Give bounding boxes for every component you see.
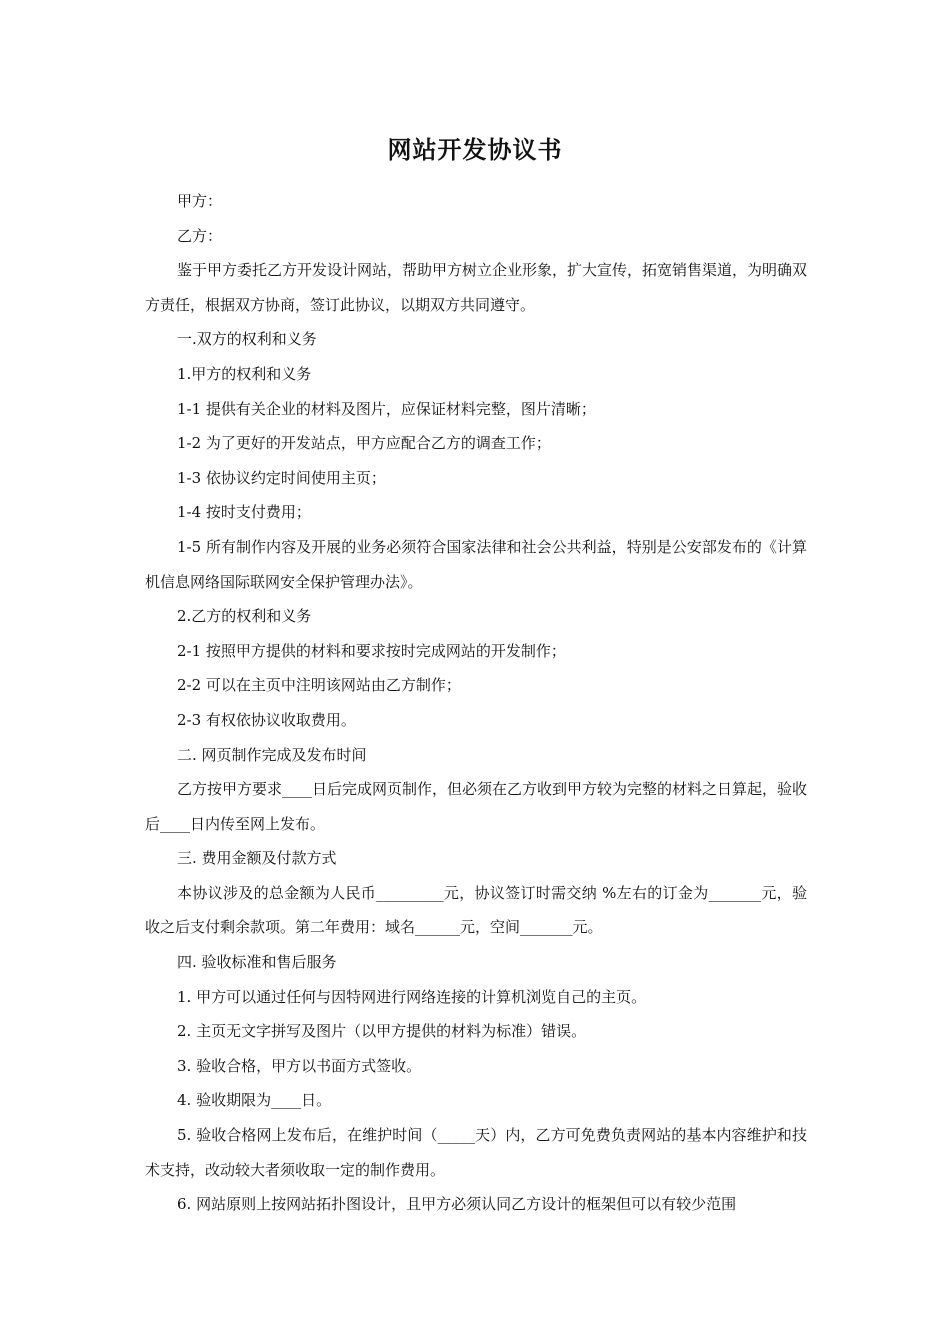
party-b-line: 乙方： [177, 226, 223, 245]
acceptance-item-2: 2. 主页无文字拼写及图片（以甲方提供的材料为标准）错误。 [177, 1022, 587, 1041]
document-body [145, 184, 807, 1222]
acceptance-item-3: 3. 验收合格，甲方以书面方式签收。 [177, 1056, 422, 1075]
section-heading-schedule: 二. 网页制作完成及发布时间 [177, 745, 367, 764]
clause-1-2: 1-2 为了更好的开发站点，甲方应配合乙方的调查工作； [177, 434, 551, 453]
acceptance-item-6: 6. 网站原则上按网站拓扑图设计，且甲方必须认同乙方设计的框架但可以有较少范围 [177, 1195, 737, 1214]
preamble-paragraph: 鉴于甲方委托乙方开发设计网站，帮助甲方树立企业形象，扩大宣传，拓宽销售渠道，为明确双方责任，根据双方协商，签订此协议，以期双方共同遵守。 [145, 261, 808, 314]
clause-1-4: 1-4 按时支付费用； [177, 503, 311, 522]
acceptance-item-4: 4. 验收期限为____日。 [177, 1091, 332, 1110]
section-heading-acceptance: 四. 验收标准和售后服务 [177, 953, 337, 972]
subsection-heading-party-b: 2.乙方的权利和义务 [177, 607, 312, 626]
clause-1-5: 1-5 所有制作内容及开展的业务必须符合国家法律和社会公共利益，特别是公安部发布的《计算机信息网络国际联网安全保护管理办法》。 [145, 537, 807, 591]
party-a-line: 甲方： [177, 192, 223, 210]
acceptance-item-1: 1. 甲方可以通过任何与因特网进行网络连接的计算机浏览自己的主页。 [177, 987, 647, 1006]
document-title: 网站开发协议书 [387, 135, 563, 164]
payment-paragraph: 本协议涉及的总金额为人民币_________元，协议签订时需交纳 %左右的订金为_______元，验收之后支付剩余款项。第二年费用：域名______元，空间_______元。 [145, 883, 807, 937]
clause-2-2: 2-2 可以在主页中注明该网站由乙方制作； [177, 676, 461, 695]
clause-2-1: 2-1 按照甲方提供的材料和要求按时完成网站的开发制作； [177, 641, 566, 660]
section-heading-payment: 三. 费用金额及付款方式 [177, 849, 337, 868]
schedule-paragraph: 乙方按甲方要求____日后完成网页制作，但必须在乙方收到甲方较为完整的材料之日算起，验收后____日内传至网上发布。 [145, 780, 808, 833]
subsection-heading-party-a: 1.甲方的权利和义务 [177, 364, 312, 383]
clause-1-3: 1-3 依协议约定时间使用主页； [177, 468, 386, 487]
clause-2-3: 2-3 有权依协议收取费用。 [177, 710, 356, 729]
section-heading-rights: 一.双方的权利和义务 [177, 330, 317, 349]
clause-1-1: 1-1 提供有关企业的材料及图片，应保证材料完整，图片清晰； [177, 399, 596, 418]
acceptance-item-5: 5. 验收合格网上发布后，在维护时间（_____天）内，乙方可免费负责网站的基本内容维护和技术支持，改动较大者须收取一定的制作费用。 [145, 1126, 807, 1179]
